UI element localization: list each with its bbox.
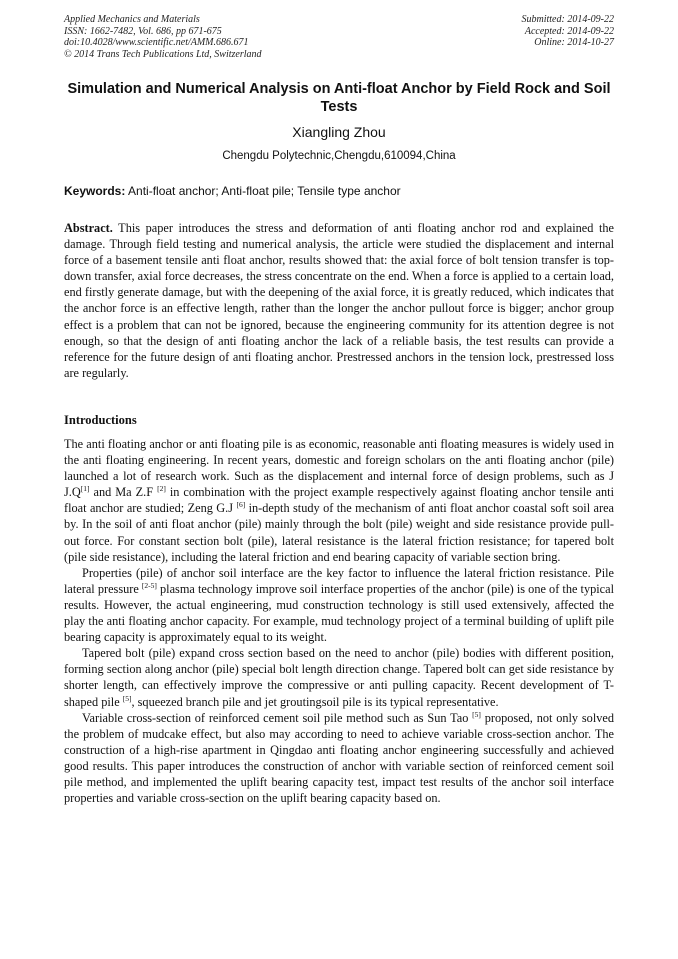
keywords-label: Keywords: xyxy=(64,184,126,198)
submitted-date: Submitted: 2014-09-22 xyxy=(521,14,614,25)
journal-name: Applied Mechanics and Materials xyxy=(64,14,200,25)
author-name: Xiangling Zhou xyxy=(292,124,386,140)
citation[interactable]: [2] xyxy=(157,484,166,494)
issn-volume: ISSN: 1662-7482, Vol. 686, pp 671-675 xyxy=(64,25,222,37)
paragraph xyxy=(64,645,614,709)
paragraph xyxy=(64,565,614,645)
paragraph-text: plasma technology improve soil interface properties of the anchor (pile) is one of the typical results. However, the actual engineering, mud construction technology is still used extensively, affected the play the anti floating anchor capacity. For example, mud technology project of a terminal building of uplift pile bearing capacity is approximately equal to its weight. xyxy=(64,581,614,645)
accepted-date: Accepted: 2014-09-22 xyxy=(524,25,614,37)
keywords-list: Anti-float anchor; Anti-float pile; Tensile type anchor xyxy=(125,184,401,198)
journal-info xyxy=(64,14,262,60)
paper-title: Simulation and Numerical Analysis on Anti-float Anchor by Field Rock and Soil Tests xyxy=(67,81,611,115)
section-heading: Introductions xyxy=(64,413,137,427)
abstract-text: This paper introduces the stress and deformation of anti floating anchor rod and explained the damage. Through field testing and numerical analysis, the article were studied the displacement and internal force of a basement tensile anti float anchor, results showed that: the axial force of bolt tension transfer is top-down transfer, axial force decreases, the stress concentrate on the end. When a force is applied to a certain load, end firstly generate damage, but with the deepening of the axial force, it is greatly reduced, which indicates that the anchor force is an effective length, rather than the longer the anchor pullout force is bigger; anchor group effect is a problem that can not be ignored, because the engineering community for its attention degree is not enough, so that the design of anti floating anchor the lack of a reliable basis, the test results can provide a reference for the future design of anti floating anchor. Prestressed anchors in the tension lock, prestressed loss are regularly. xyxy=(64,221,614,380)
citation[interactable]: [5] xyxy=(122,693,132,703)
abstract-label: Abstract. xyxy=(64,221,113,235)
introduction-body xyxy=(64,436,614,806)
paragraph xyxy=(64,436,614,565)
paragraph-text: Properties (pile) of anchor soil interface are the key factor to influence the lateral friction resistance. Pile lateral pressure xyxy=(64,565,614,596)
citation[interactable]: [5] xyxy=(472,709,481,719)
citation[interactable]: [1] xyxy=(80,484,90,494)
citation[interactable]: [6] xyxy=(236,500,246,510)
doi[interactable]: doi:10.4028/www.scientific.net/AMM.686.671 xyxy=(64,37,249,48)
paragraph-text: in-depth study of the mechanism of anti float anchor coastal soft soil area by. In the soil of anti float anchor (pile) mainly through the bolt (pile) weight and side resistance provide pull-out force. For constant section bolt (pile), lateral resistance is the lateral friction resistance; for tapered bolt (pile side resistance), including the lateral friction and end bearing capacity of variable section bring. xyxy=(64,501,614,564)
paragraph xyxy=(64,710,614,807)
citation[interactable]: [2-5] xyxy=(141,580,157,590)
publication-dates xyxy=(522,14,615,49)
paragraph-text: and Ma Z.F xyxy=(89,485,158,500)
paragraph-text: Variable cross-section of reinforced cement soil pile method such as Sun Tao xyxy=(82,710,473,725)
paragraph-text: Tapered bolt (pile) expand cross section based on the need to anchor (pile) bodies with different position, forming section along anchor (pile) special bolt length direction change. Tapered bolt can get side resistance by shorter length, can effectively improve the compressive or anti pulling capacity. Recent development of T-shaped pile xyxy=(64,646,614,709)
paragraph-text: in combination with the project example respectively against floating anchor tensile anti float anchor are studied; Zeng G.J xyxy=(64,485,614,516)
copyright: © 2014 Trans Tech Publications Ltd, Switzerland xyxy=(64,48,262,60)
author-affiliation: Chengdu Polytechnic,Chengdu,610094,China xyxy=(222,150,456,162)
paragraph-text: proposed, not only solved the problem of mudcake effect, but also may according to need to achieve variable cross-section anchor. The construction of a high-rise apartment in Qingdao anti floating anchor engineering successfully and achieved good results. This paper introduces the construction of anchor with variable section of reinforced cement soil pile method, and implemented the uplift bearing capacity test, impact test results of the anchor soil interface properties and variable cross-section on the uplift bearing capacity based on. xyxy=(64,710,614,806)
online-date: Online: 2014-10-27 xyxy=(534,37,614,48)
paragraph-text: , squeezed branch pile and jet groutingsoil pile is its typical representative. xyxy=(131,694,499,709)
abstract xyxy=(64,220,614,381)
keywords xyxy=(64,184,614,198)
paragraph-text: The anti floating anchor or anti floating pile is as economic, reasonable anti floating measures is widely used in the anti floating engineering. In recent years, domestic and foreign scholars on the anti floating anchor (pile) launched a lot of research work. Such as the displacement and internal force of design problems, such as J J.Q xyxy=(64,437,614,500)
